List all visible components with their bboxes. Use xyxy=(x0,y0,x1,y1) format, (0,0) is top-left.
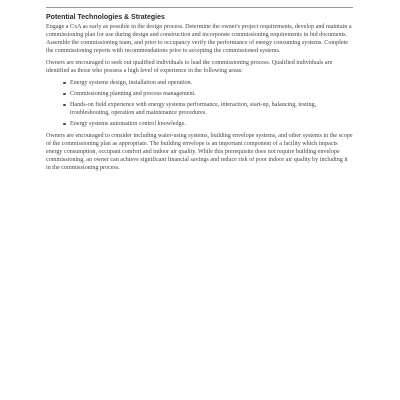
bullet-icon xyxy=(63,123,66,126)
list-item-text: Energy systems design, installation and operation. xyxy=(70,80,193,86)
paragraph-building-envelope: Owners are encouraged to consider including water-using systems, building envelope systems, and other systems in the scope of the commissioning plan as appropriate. The building envelope is an important component of a facility which impacts energy consumption, occupant comfort and indoor air quality. While this prerequisite does not require building envelope commissioning, an owner can achieve significant financial savings and reduce risk of poor indoor air quality by including it in the commissioning process. xyxy=(46,133,353,171)
list-item-text: Commissioning planning and process management. xyxy=(70,91,196,97)
list-item-text: Energy systems automation control knowledge. xyxy=(70,121,186,127)
bullet-icon xyxy=(63,82,66,85)
section-divider xyxy=(46,7,353,8)
list-item xyxy=(46,79,353,87)
paragraph-qualified-individuals: Owners are encouraged to seek out qualified individuals to lead the commissioning process. Qualified individuals are identified as those who possess a high level of experience in the following areas: xyxy=(46,60,333,74)
bullet-icon xyxy=(63,93,66,96)
list-item-text: Hands-on field experience with energy systems performance, interaction, start-up, balancing, testing, troubleshooting, operation and maintenance procedures. xyxy=(70,102,317,116)
section-content xyxy=(46,7,353,176)
list-item xyxy=(46,90,353,98)
qualification-list xyxy=(46,79,353,128)
section-title: Potential Technologies & Strategies xyxy=(46,14,165,21)
paragraph-commissioning-process: Engage a CxA as early as possible in the design process. Determine the owner's project requirements, develop and maintain a commissioning plan for use during design and construction and incorporate commissioning requirements in bid documents. Assemble the commissioning team, and prior to occupancy verify the performance of energy consuming systems. Complete the commissioning reports with recommendations prior to accepting the commissioned systems. xyxy=(46,24,352,54)
list-item xyxy=(46,101,353,117)
bullet-icon xyxy=(63,104,66,107)
list-item xyxy=(46,120,353,128)
